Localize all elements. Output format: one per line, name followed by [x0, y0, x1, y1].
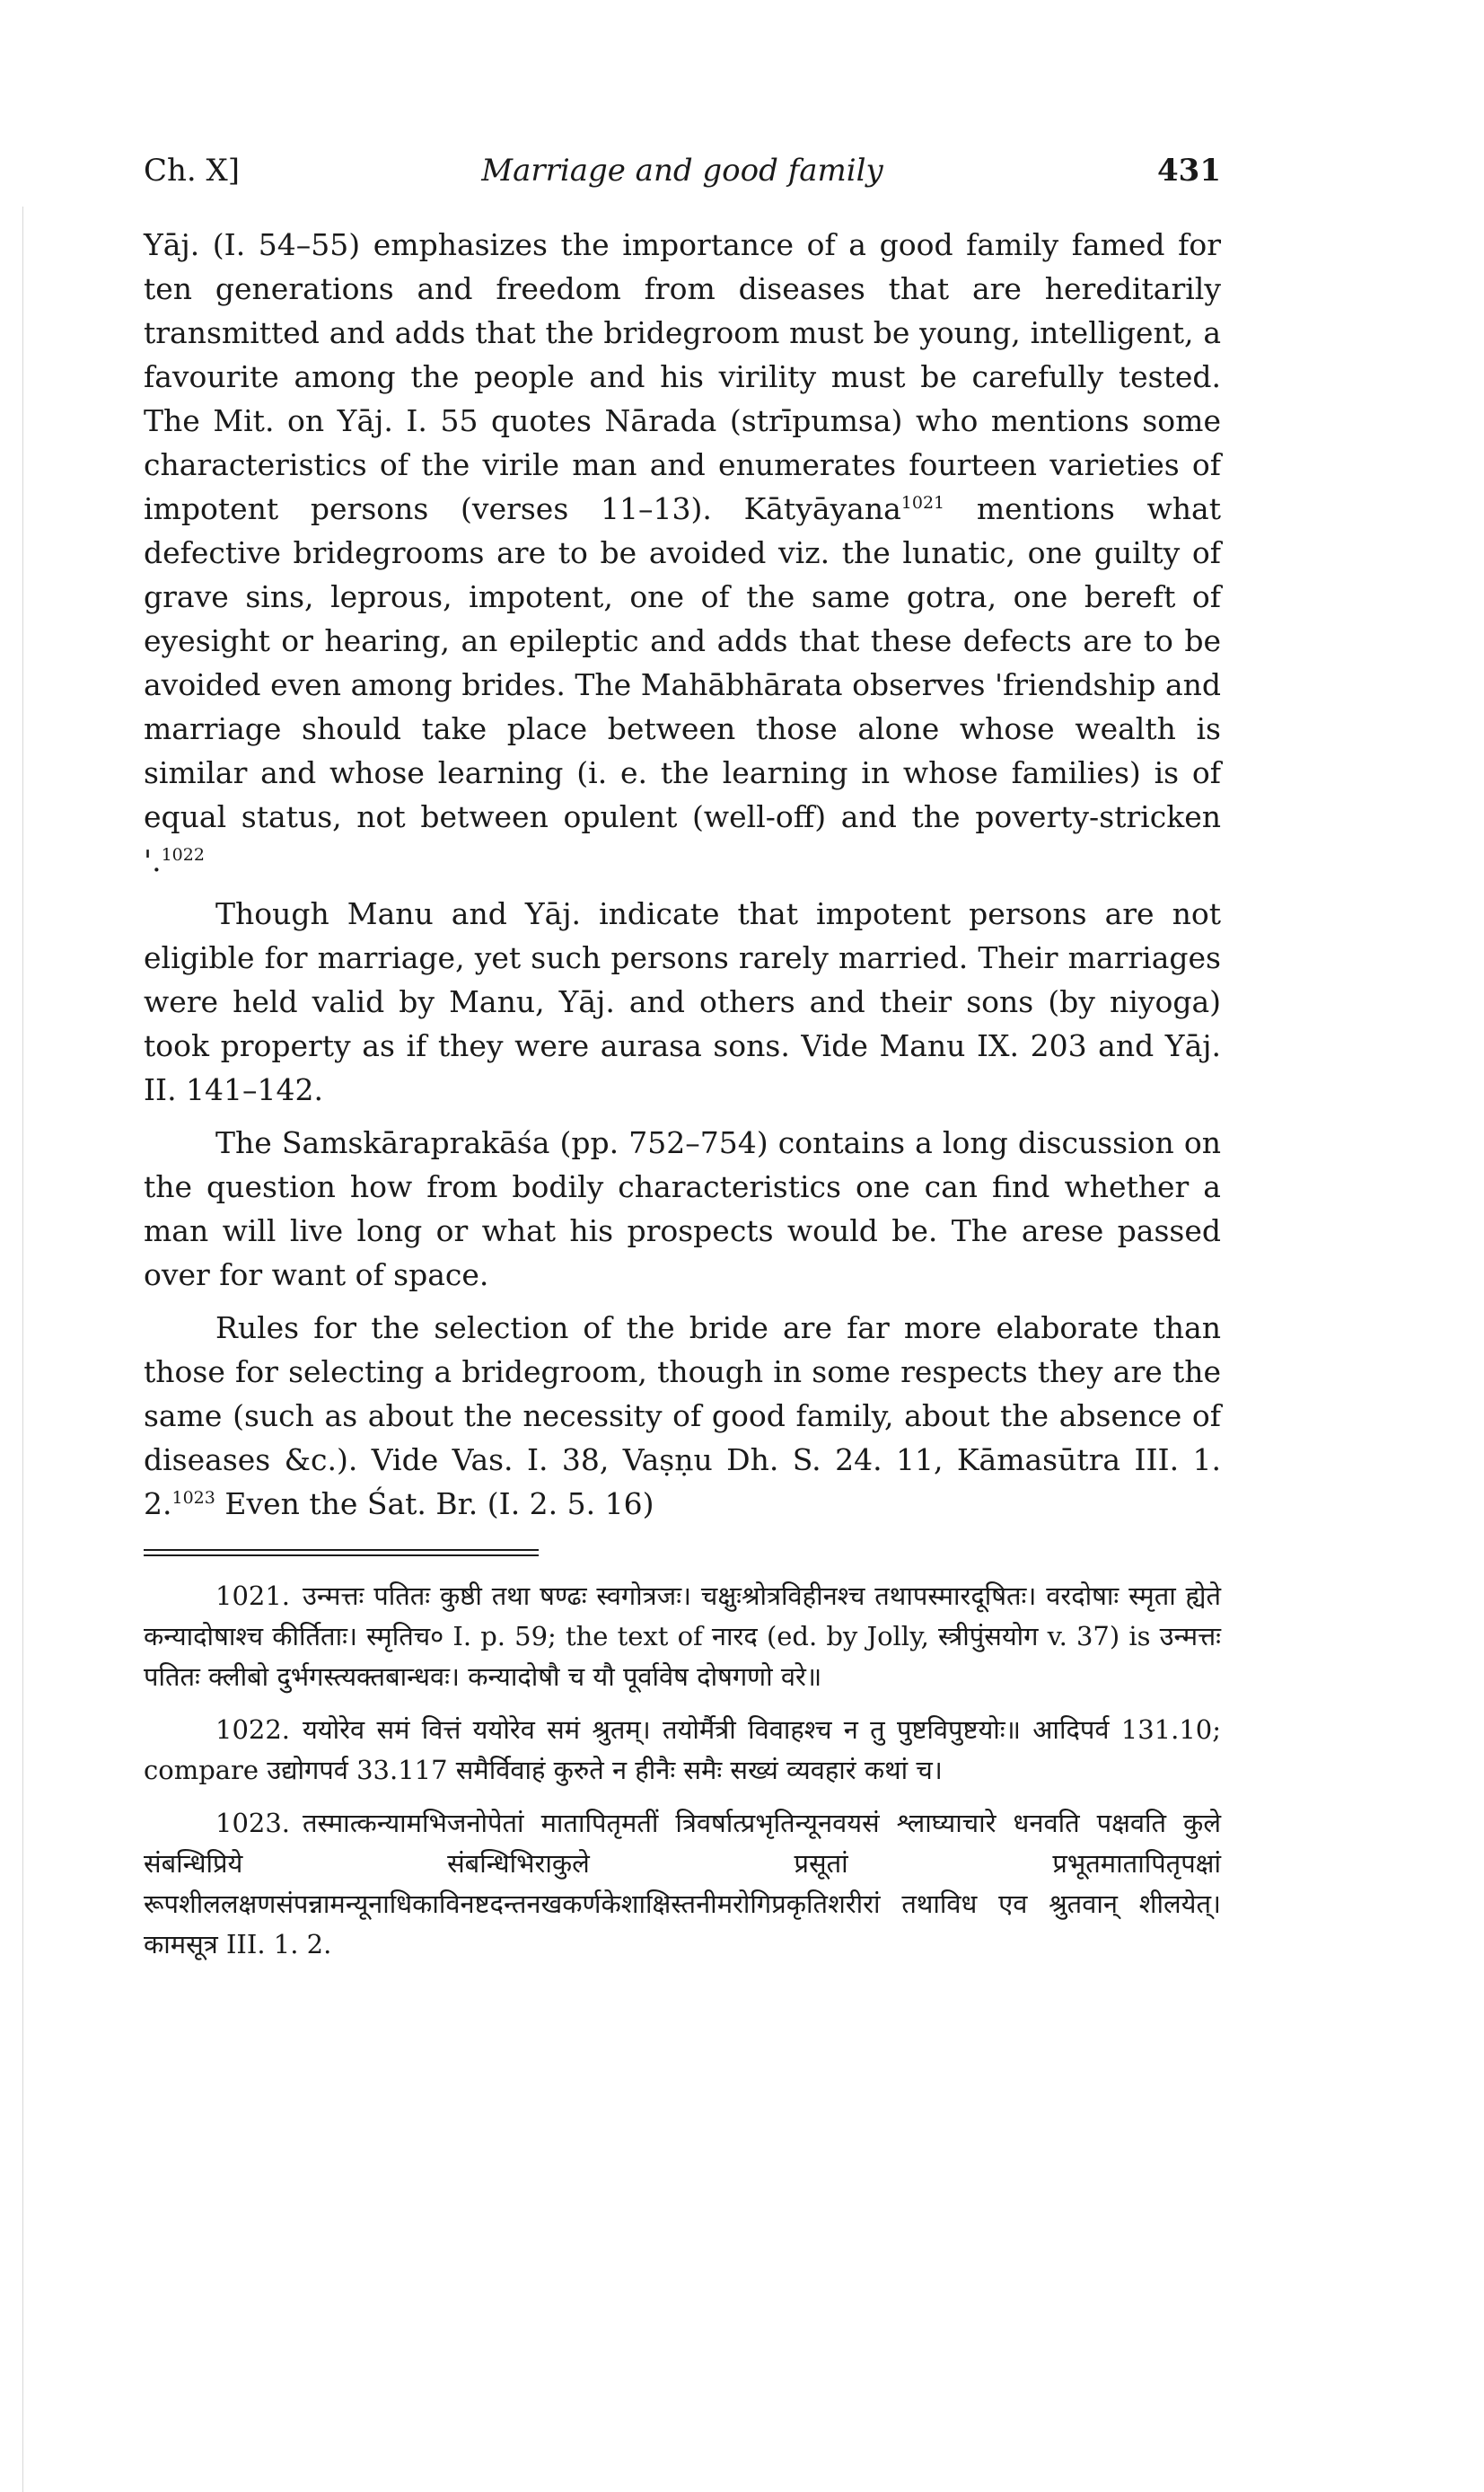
page-number: 431	[1157, 153, 1221, 189]
chapter-label: Ch. X]	[144, 153, 240, 189]
footnote-divider	[144, 1554, 539, 1556]
paragraph: Yāj. (I. 54–55) emphasizes the importance of a good family famed for ten generations and freedom from diseases that are hereditarily transmitted and adds that the bridegroom must be young, intelligent, a favourite among the people and his virility must be carefully tested. The Mit. on Yāj. I. 55 quotes Nārada (strīpumsa) who mentions some characteristics of the virile man and enumerates fourteen varieties of impotent persons (verses 11–13). Kātyāyana$^{1021}$ mentions what defective bridegrooms are to be avoided viz. the lunatic, one guilty of grave sins, leprous, impotent, one of the same gotra, one bereft of eyesight or hearing, an epileptic and adds that these defects are to be avoided even among brides. The Mahābhārata observes 'friendship and marriage should take place between those alone whose wealth is similar and whose learning (i. e. the learning in whose families) is of equal status, not between opulent (well-off) and the poverty-stricken '.$^{1022}$	[144, 227, 1221, 878]
footnote	[144, 1576, 1221, 1697]
footnote-text: तस्मात्कन्यामभिजनोपेतां मातापितृमतीं त्रिवर्षात्प्रभृतिन्यूनवयसं श्लाघ्याचारे धनवति पक्षवति कुले संबन्धिप्रिये संबन्धिभिराकुले प्रसूतां प्रभूतमातापितृपक्षां रूपशीललक्षणसंपन्नामन्यूनाधिकाविनष्टदन्तनखकर्णकेशाक्षिस्तनीमरोगिप्रकृतिशरीरां तथाविध एव श्रुतवान् शीलयेत्। कामसूत्र III. 1. 2.	[144, 1808, 1221, 1959]
footnote-text: ययोरेव समं वित्तं ययोरेव समं श्रुतम्। तयोर्मैत्री विवाहश्च न तु पुष्टविपुष्टयोः॥ आदिपर्व 131.10; compare उद्योगपर्व 33.117 समैर्विवाहं कुरुते न हीनैः समैः सख्यं व्यवहारं कथां च।	[144, 1714, 1221, 1785]
footnote-text: उन्मत्तः पतितः कुष्ठी तथा षण्ढः स्वगोत्रजः। चक्षुःश्रोत्रविहीनश्च तथापस्मारदूषितः। वरदोषाः स्मृता ह्येते कन्यादोषाश्च कीर्तिताः। स्मृतिच० I. p. 59; the text of नारद (ed. by Jolly, स्त्रीपुंसयोग v. 37) is उन्मत्तः पतितः क्लीबो दुर्भगस्त्यक्तबान्धवः। कन्यादोषौ च यौ पूर्वावेष दोषगणो वरे॥	[144, 1581, 1221, 1692]
margin-line	[22, 207, 23, 2492]
running-title: Marriage and good family	[481, 153, 883, 189]
footnote-number: 1021.	[215, 1581, 291, 1611]
footnote-divider	[144, 1549, 539, 1551]
footnote	[144, 1803, 1221, 1965]
footnotes	[144, 1576, 1221, 1965]
footnote-number: 1022.	[215, 1714, 291, 1745]
footnote-ref: 1022	[161, 845, 205, 865]
footnote	[144, 1710, 1221, 1791]
paragraph: The Samskāraprakāśa (pp. 752–754) contains a long discussion on the question how from bodily characteristics one can find whether a man will live long or what his prospects would be. The arese passed over for want of space.	[144, 1125, 1221, 1292]
body-text	[144, 223, 1221, 1526]
footnote-ref: 1021	[900, 493, 945, 513]
page	[144, 144, 1221, 1977]
paragraph: Though Manu and Yāj. indicate that impotent persons are not eligible for marriage, yet such persons rarely married. Their marriages were held valid by Manu, Yāj. and others and their sons (by niyoga) took property as if they were aurasa sons. Vide Manu IX. 203 and Yāj. II. 141–142.	[144, 896, 1221, 1107]
footnote-ref: 1023	[171, 1488, 215, 1508]
footnote-number: 1023.	[215, 1808, 291, 1838]
running-head	[144, 144, 1221, 198]
paragraph: Rules for the selection of the bride are far more elaborate than those for selecting a bridegroom, though in some respects they are the same (such as about the necessity of good family, about the absence of diseases &c.). Vide Vas. I. 38, Vaṣṇu Dh. S. 24. 11, Kāmasūtra III. 1. 2.$^{1023}$ Even the Śat. Br. (I. 2. 5. 16)	[144, 1310, 1221, 1521]
